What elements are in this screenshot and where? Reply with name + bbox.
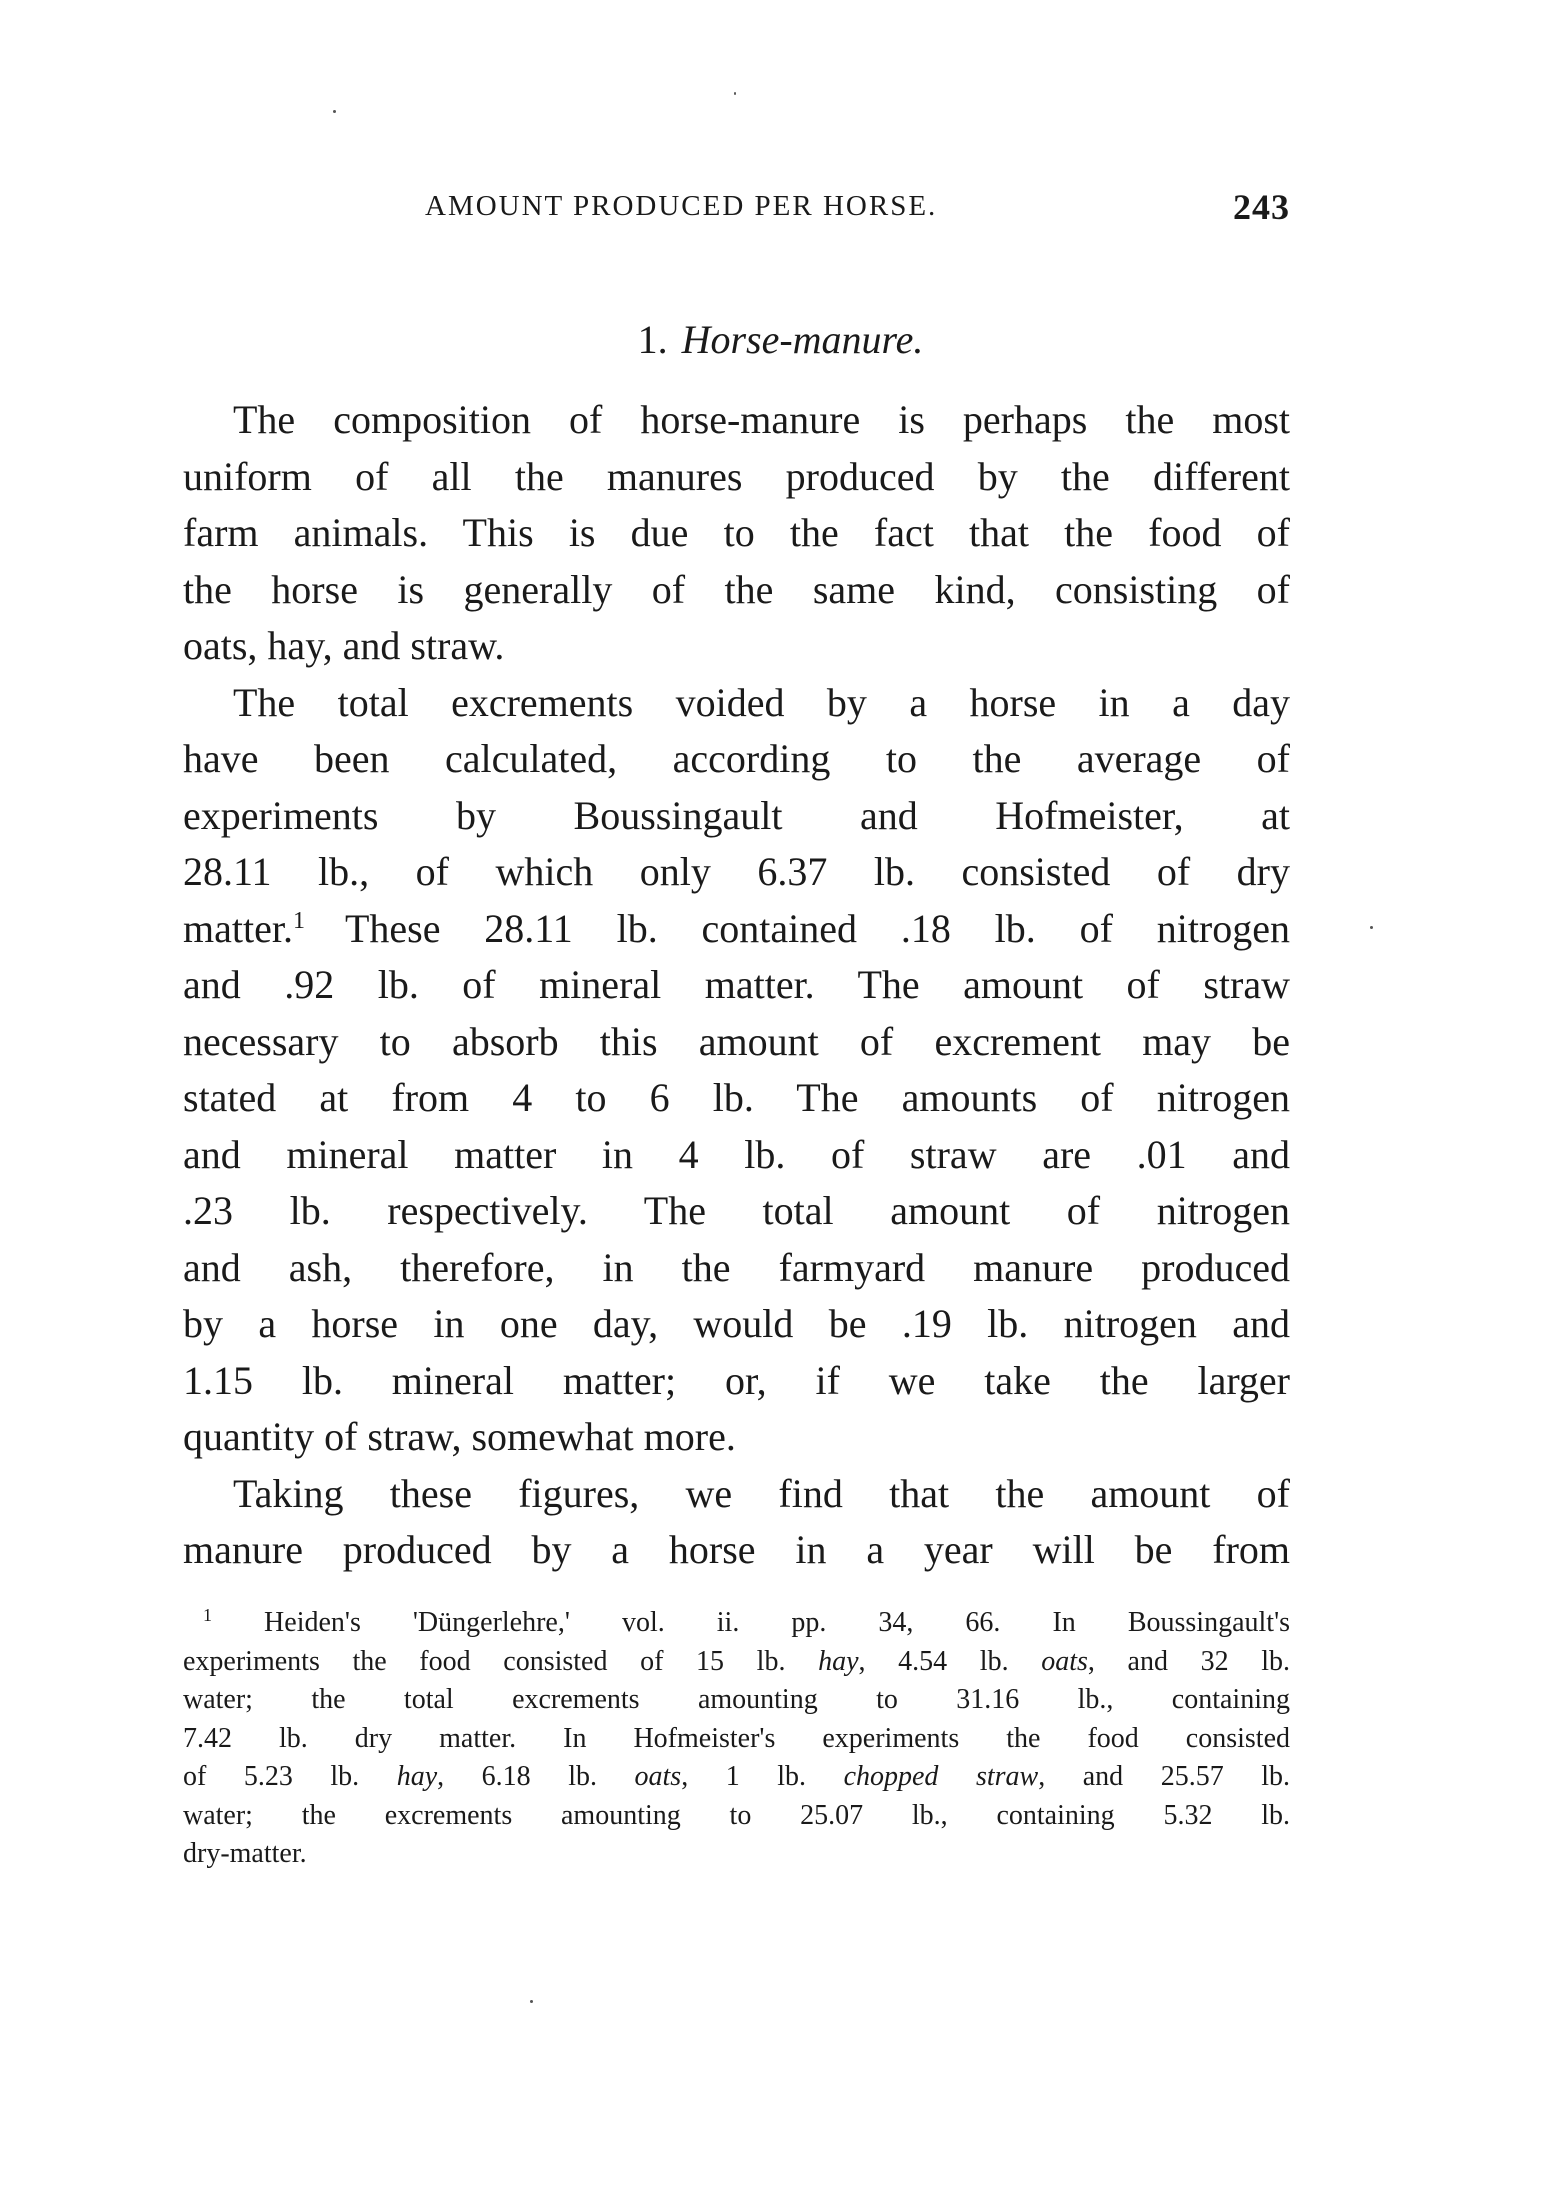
- text-fragment: oats: [634, 1761, 682, 1792]
- text-fragment: oats: [1041, 1645, 1088, 1677]
- paragraph-1: [183, 392, 1290, 675]
- section-heading: [0, 316, 1561, 363]
- footnote-line: [183, 1758, 1290, 1797]
- text-line: uniform of all the manures produced by the different: [183, 453, 1290, 499]
- text-line: and mineral matter in 4 lb. of straw are .01 and: [183, 1131, 1290, 1177]
- text-line: farm animals. This is due to the fact that the food of: [183, 510, 1290, 555]
- text-line: 28.11 lb., of which only 6.37 lb. consisted of dry: [183, 849, 1290, 894]
- text-line: The total excrements voided by a horse in a day: [233, 679, 1290, 725]
- section-title: Horse-manure.: [681, 317, 924, 362]
- footnote: [183, 1604, 1290, 1874]
- page-speck: [530, 2000, 533, 2003]
- text-fragment: These 28.11 lb. contained .18 lb. of nitrogen: [344, 905, 1290, 951]
- running-title: AMOUNT PRODUCED PER HORSE.: [425, 190, 938, 222]
- footnote-ref: 1: [292, 907, 305, 934]
- text-line: and .92 lb. of mineral matter. The amount of straw: [183, 962, 1290, 1007]
- footnote-line: 7.42 lb. dry matter. In Hofmeister's experiments the food consisted: [183, 1722, 1290, 1754]
- text-line: experiments by Boussingault and Hofmeister, at: [183, 792, 1290, 838]
- text-fragment: of 5.23 lb.: [183, 1761, 397, 1792]
- page-speck: [1370, 926, 1373, 929]
- paragraph-2: [183, 675, 1290, 1466]
- text-fragment: matter.: [183, 905, 293, 951]
- text-fragment: , 1 lb.: [681, 1761, 844, 1792]
- paragraph-3: [183, 1466, 1290, 1579]
- footnote-line: dry-matter.: [183, 1838, 307, 1869]
- text-fragment: , and 32 lb.: [1087, 1645, 1290, 1677]
- text-line: .23 lb. respectively. The total amount of nitrogen: [183, 1188, 1290, 1233]
- footnote-line: [183, 1643, 1290, 1682]
- text-fragment: hay: [396, 1761, 438, 1792]
- text-line: stated at from 4 to 6 lb. The amounts of nitrogen: [183, 1075, 1290, 1120]
- text-line: quantity of straw, somewhat more.: [183, 1414, 736, 1459]
- footnote-line: water; the total excrements amounting to 31.16 lb., containing: [183, 1684, 1290, 1715]
- text-line: manure produced by a horse in a year will be from: [183, 1527, 1290, 1572]
- running-head: [180, 186, 1290, 234]
- section-number: 1.: [637, 317, 668, 362]
- page-speck: [333, 110, 336, 113]
- footnote-marker: 1: [203, 1605, 212, 1625]
- text-line: [183, 901, 1290, 958]
- footnote-line: water; the excrements amounting to 25.07 lb., containing 5.32 lb.: [183, 1799, 1290, 1831]
- text-line: and ash, therefore, in the farmyard manure produced: [183, 1244, 1290, 1290]
- text-fragment: , 4.54 lb.: [858, 1645, 1042, 1677]
- text-fragment: experiments the food consisted of 15 lb.: [183, 1645, 819, 1677]
- text-line: necessary to absorb this amount of excrement may be: [183, 1018, 1290, 1064]
- text-fragment: , and 25.57 lb.: [1038, 1761, 1291, 1792]
- text-line: by a horse in one day, would be .19 lb. nitrogen and: [183, 1301, 1290, 1346]
- page-number: 243: [1233, 187, 1290, 227]
- text-line: the horse is generally of the same kind, consisting of: [183, 566, 1290, 612]
- text-fragment: hay: [818, 1645, 859, 1677]
- text-line: have been calculated, according to the average of: [183, 736, 1290, 781]
- text-line: 1.15 lb. mineral matter; or, if we take the larger: [183, 1357, 1290, 1403]
- page-speck: [734, 92, 736, 95]
- text-fragment: , 6.18 lb.: [437, 1761, 635, 1792]
- text-line: The composition of horse-manure is perhaps the most: [233, 397, 1290, 442]
- text-fragment: chopped straw: [843, 1761, 1039, 1792]
- text-fragment: Heiden's 'Düngerlehre,' vol. ii. pp. 34, 66. In Boussingault's: [264, 1607, 1291, 1638]
- footnote-line: [183, 1604, 1290, 1643]
- text-line: Taking these figures, we find that the amount of: [233, 1470, 1290, 1516]
- text-line: oats, hay, and straw.: [183, 623, 505, 668]
- body-text: [183, 392, 1290, 1579]
